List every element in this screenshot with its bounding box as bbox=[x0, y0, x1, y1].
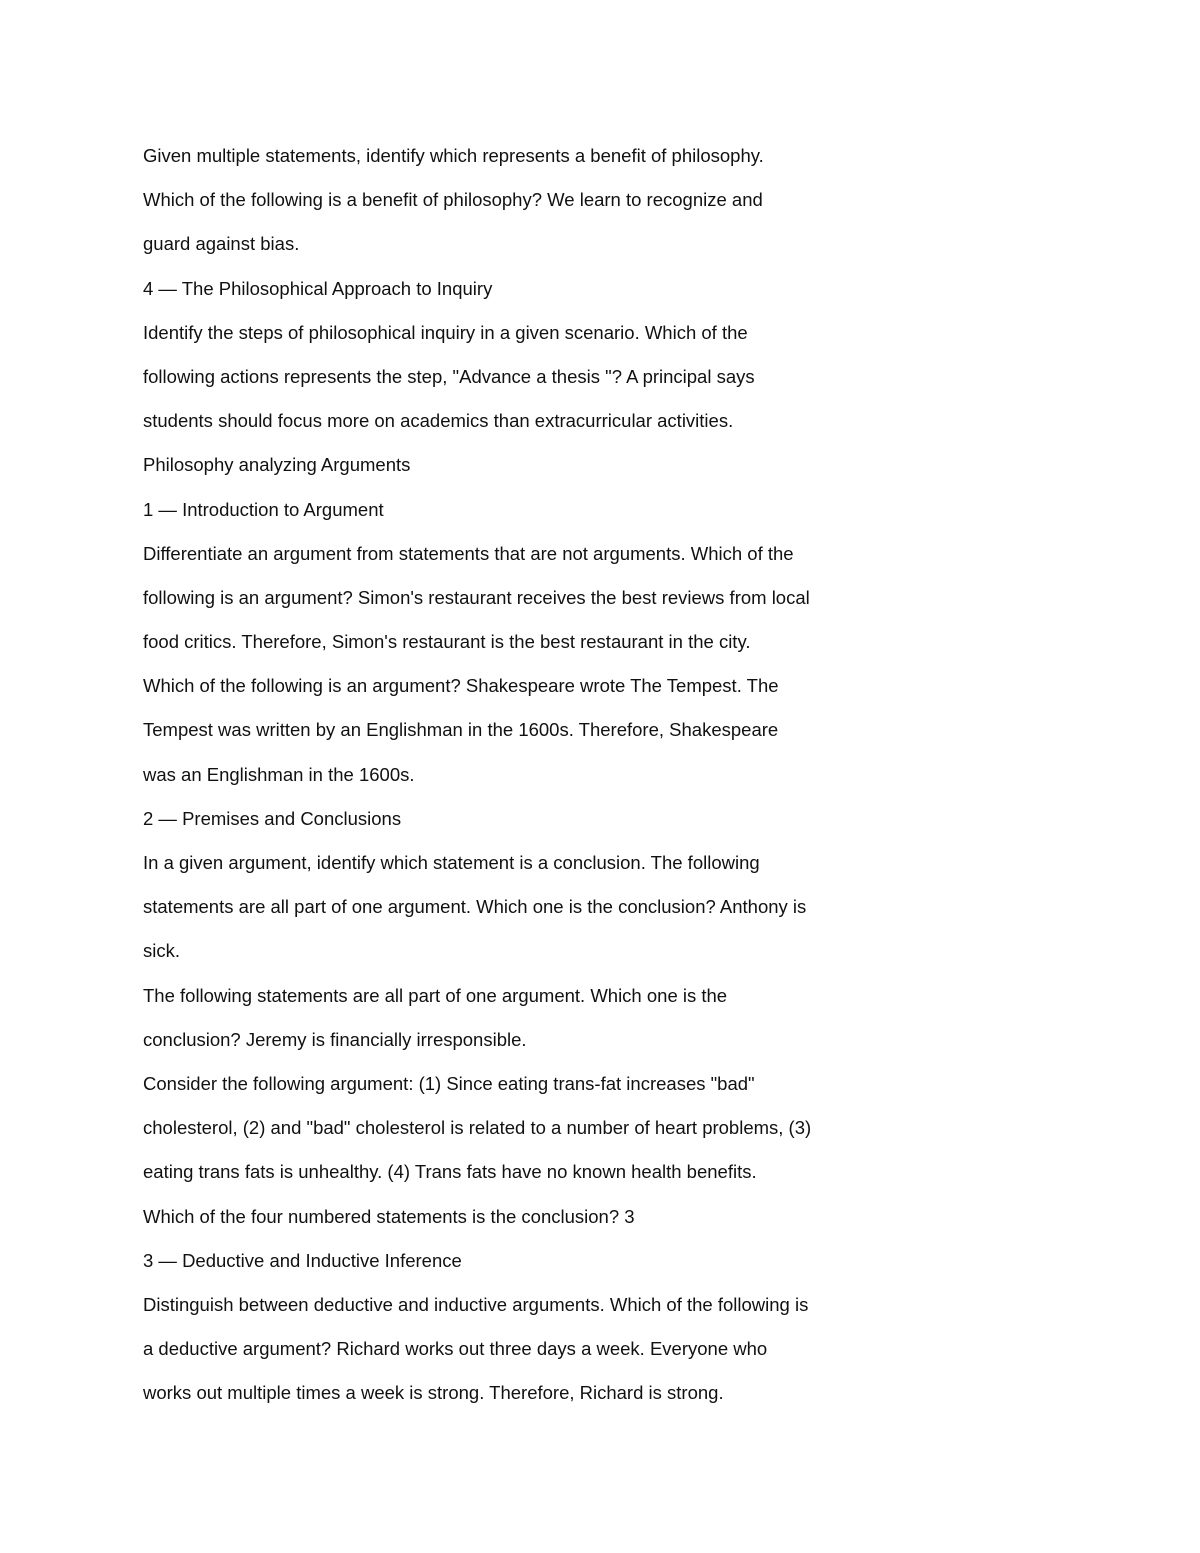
text-line: Consider the following argument: (1) Since eating trans-fat increases "bad" bbox=[143, 1072, 755, 1094]
text-line: eating trans fats is unhealthy. (4) Trans fats have no known health benefits. bbox=[143, 1161, 757, 1183]
section-heading: 3 — Deductive and Inductive Inference bbox=[143, 1249, 462, 1271]
text-line: a deductive argument? Richard works out three days a week. Everyone who bbox=[143, 1338, 768, 1360]
text-line: guard against bias. bbox=[143, 233, 300, 255]
text-line: Tempest was written by an Englishman in the 1600s. Therefore, Shakespeare bbox=[143, 719, 779, 741]
text-line: The following statements are all part of one argument. Which one is the bbox=[143, 984, 728, 1006]
document-body bbox=[143, 142, 903, 1423]
text-line: In a given argument, identify which statement is a conclusion. The following bbox=[143, 852, 760, 873]
text-line: sick. bbox=[143, 940, 180, 962]
text-line: was an Englishman in the 1600s. bbox=[143, 763, 415, 785]
text-line: following is an argument? Simon's restaurant receives the best reviews from local bbox=[143, 586, 810, 608]
text-line: students should focus more on academics than extracurricular activities. bbox=[143, 410, 734, 432]
text-line: conclusion? Jeremy is financially irresponsible. bbox=[143, 1028, 527, 1050]
text-line: Which of the following is an argument? Shakespeare wrote The Tempest. The bbox=[143, 675, 779, 697]
text-line: Given multiple statements, identify which represents a benefit of philosophy. bbox=[143, 145, 764, 166]
text-line: cholesterol, (2) and "bad" cholesterol is related to a number of heart problems, (3) bbox=[143, 1117, 812, 1139]
text-line: Identify the steps of philosophical inquiry in a given scenario. Which of the bbox=[143, 321, 748, 343]
text-line: Which of the four numbered statements is the conclusion? 3 bbox=[143, 1205, 635, 1227]
section-heading: 4 — The Philosophical Approach to Inquiry bbox=[143, 277, 493, 299]
text-line: Distinguish between deductive and inductive arguments. Which of the following is bbox=[143, 1293, 809, 1315]
text-line: following actions represents the step, "Advance a thesis "? A principal says bbox=[143, 365, 755, 387]
text-line: Which of the following is a benefit of philosophy? We learn to recognize and bbox=[143, 189, 763, 211]
text-line: Differentiate an argument from statements that are not arguments. Which of the bbox=[143, 542, 794, 564]
section-heading: 2 — Premises and Conclusions bbox=[143, 807, 402, 829]
section-heading: Philosophy analyzing Arguments bbox=[143, 454, 411, 476]
text-line: food critics. Therefore, Simon's restaurant is the best restaurant in the city. bbox=[143, 631, 751, 653]
section-heading: 1 — Introduction to Argument bbox=[143, 498, 384, 520]
text-line: statements are all part of one argument. Which one is the conclusion? Anthony is bbox=[143, 896, 807, 918]
text-line: works out multiple times a week is strong. Therefore, Richard is strong. bbox=[143, 1382, 724, 1404]
